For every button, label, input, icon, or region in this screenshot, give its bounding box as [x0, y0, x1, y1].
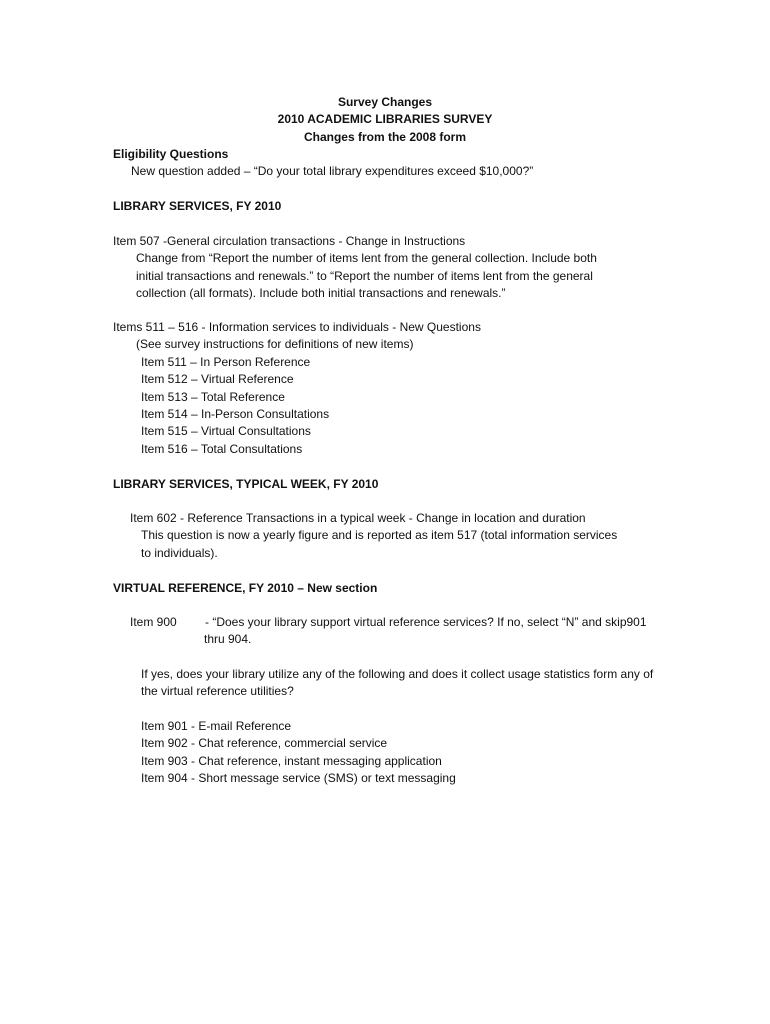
item-602-line: This question is now a yearly figure and is reported as item 517 (total information services [141, 528, 618, 543]
question-line: the virtual reference utilities? [141, 684, 294, 699]
item-507-block [113, 233, 713, 303]
list-item: Item 901 - E-mail Reference [141, 719, 292, 733]
items-511-516-block [113, 319, 713, 458]
item-602-line: to individuals). [141, 545, 218, 560]
typical-week-heading: LIBRARY SERVICES, TYPICAL WEEK, FY 2010 [113, 477, 379, 491]
document-header [0, 94, 770, 146]
typical-week-section [113, 476, 713, 493]
header-survey-name: 2010 ACADEMIC LIBRARIES SURVEY [277, 112, 493, 127]
item-900-label: Item 900 [130, 615, 177, 629]
header-title: Survey Changes [337, 95, 433, 109]
virtual-reference-question [113, 666, 713, 701]
virtual-reference-heading: VIRTUAL REFERENCE, FY 2010 – New section [113, 581, 378, 595]
eligibility-text: New question added – “Do your total library expenditures exceed $10,000?” [131, 164, 534, 179]
list-item: Item 511 – In Person Reference [141, 354, 311, 369]
items-511-516-note: (See survey instructions for definitions of new items) [136, 337, 414, 352]
list-item: Item 903 - Chat reference, instant messaging application [141, 753, 442, 768]
item-507-line: initial transactions and renewals.” to “Report the number of items lent from the general [136, 268, 593, 283]
list-item: Item 514 – In-Person Consultations [141, 406, 330, 421]
item-602-title: Item 602 - Reference Transactions in a typical week - Change in location and duration [130, 511, 586, 525]
header-subtitle: Changes from the 2008 form [303, 129, 467, 144]
eligibility-heading: Eligibility Questions [113, 147, 229, 161]
item-507-line: collection (all formats). Include both initial transactions and renewals.” [136, 286, 506, 301]
library-services-heading: LIBRARY SERVICES, FY 2010 [113, 199, 282, 213]
item-900-text: - “Does your library support virtual reference services? If no, select “N” and skip901 [205, 615, 647, 629]
library-services-section [113, 198, 713, 215]
item-602-block [113, 510, 713, 562]
virtual-reference-items [113, 718, 713, 788]
eligibility-section [113, 146, 713, 181]
item-900-text-continued: thru 904. [204, 632, 252, 647]
list-item: Item 904 - Short message service (SMS) or text messaging [141, 771, 456, 786]
list-item: Item 516 – Total Consultations [141, 441, 303, 456]
list-item: Item 512 – Virtual Reference [141, 372, 294, 387]
items-511-516-title: Items 511 – 516 - Information services to individuals - New Questions [113, 320, 481, 334]
item-507-title: Item 507 -General circulation transactions - Change in Instructions [113, 234, 466, 248]
question-line: If yes, does your library utilize any of the following and does it collect usage statistics form any of [141, 667, 654, 681]
list-item: Item 515 – Virtual Consultations [141, 424, 311, 439]
list-item: Item 513 – Total Reference [141, 389, 285, 404]
item-900-block [113, 614, 713, 649]
list-item: Item 902 - Chat reference, commercial service [141, 736, 388, 751]
item-507-line: Change from “Report the number of items lent from the general collection. Include both [136, 251, 597, 266]
virtual-reference-section [113, 580, 713, 597]
